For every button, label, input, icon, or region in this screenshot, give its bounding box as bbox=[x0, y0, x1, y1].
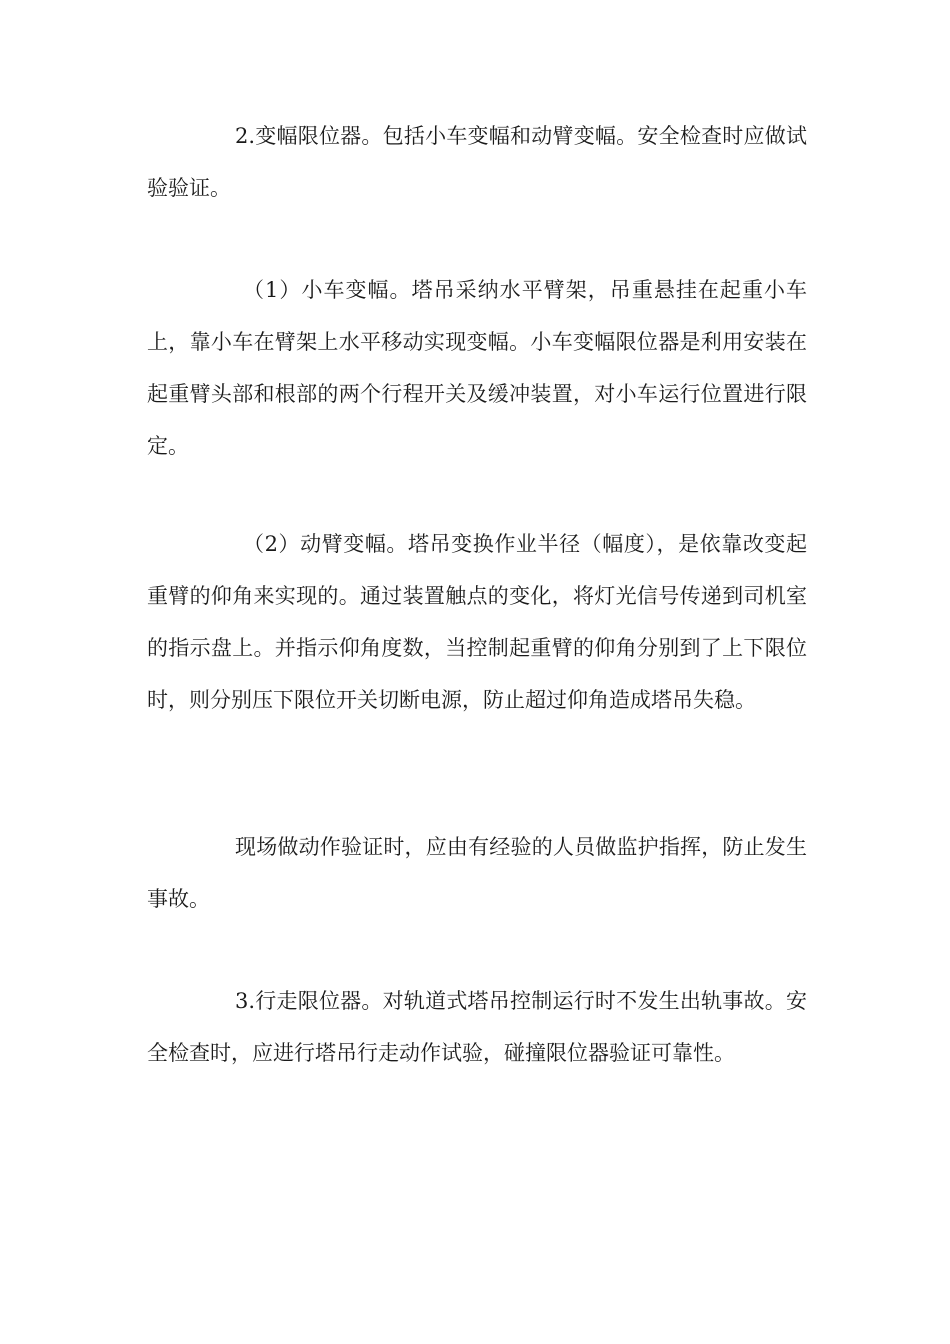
paragraph-travel-limiter: 3.行走限位器。对轨道式塔吊控制运行时不发生出轨事故。安全检查时，应进行塔吊行走动作试验，碰撞限位器验证可靠性。 bbox=[147, 989, 807, 1065]
paragraph-boom-luffing: （2）动臂变幅。塔吊变换作业半径（幅度），是依靠改变起重臂的仰角来实现的。通过装置触点的变化，将灯光信号传递到司机室的指示盘上。并指示仰角度数，当控制起重臂的仰角分别到了上下限位时，则分别压下限位开关切断电源，防止超过仰角造成塔吊失稳。 bbox=[147, 532, 807, 712]
paragraph-trolley-luffing: （1）小车变幅。塔吊采纳水平臂架，吊重悬挂在起重小车上，靠小车在臂架上水平移动实现变幅。小车变幅限位器是利用安装在起重臂头部和根部的两个行程开关及缓冲装置，对小车运行位置进行限定。 bbox=[147, 278, 807, 458]
paragraph-amplitude-limiter: 2.变幅限位器。包括小车变幅和动臂变幅。安全检查时应做试验验证。 bbox=[147, 124, 807, 200]
paragraph-onsite-verification: 现场做动作验证时，应由有经验的人员做监护指挥，防止发生事故。 bbox=[147, 835, 807, 911]
